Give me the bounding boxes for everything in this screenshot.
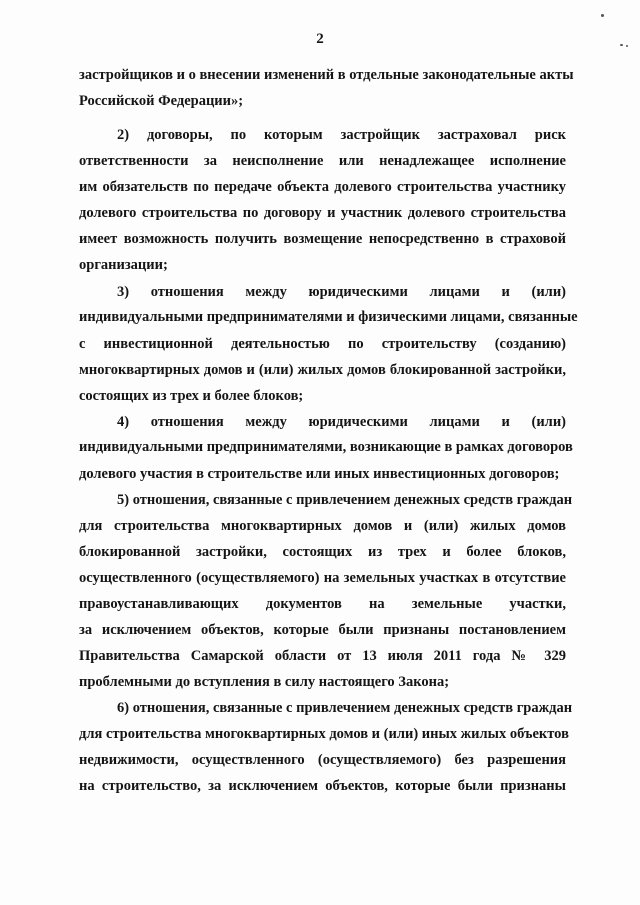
scan-speck bbox=[601, 14, 604, 17]
text-line: индивидуальными предпринимателями, возникающие в рамках договоров bbox=[79, 439, 573, 455]
text-line: им обязательств по передаче объекта долевого строительства участнику bbox=[79, 179, 566, 195]
text-line: Российской Федерации»; bbox=[79, 93, 244, 109]
text-line: с инвестиционной деятельностью по строительству (созданию) bbox=[79, 336, 566, 352]
text-line: 2) договоры, по которым застройщик застраховал риск bbox=[117, 127, 566, 143]
text-line: проблемными до вступления в силу настоящего Закона; bbox=[79, 674, 450, 690]
text-line: за исключением объектов, которые были признаны постановлением bbox=[79, 622, 566, 638]
text-line: 4) отношения между юридическими лицами и (или) bbox=[117, 414, 566, 430]
text-line: на строительство, за исключением объектов, которые были признаны bbox=[79, 778, 566, 794]
text-line: блокированной застройки, состоящих из трех и более блоков, bbox=[79, 544, 566, 560]
text-line: ответственности за неисполнение или ненадлежащее исполнение bbox=[79, 153, 566, 169]
text-line: долевого участия в строительстве или иных инвестиционных договоров; bbox=[79, 466, 560, 482]
text-line: имеет возможность получить возмещение непосредственно в страховой bbox=[79, 231, 566, 247]
text-line: осуществленного (осуществляемого) на земельных участках в отсутствие bbox=[79, 570, 566, 586]
text-line: многоквартирных домов и (или) жилых домов блокированной застройки, bbox=[79, 362, 566, 378]
text-line: недвижимости, осуществленного (осуществляемого) без разрешения bbox=[79, 752, 566, 768]
text-line: для строительства многоквартирных домов и (или) иных жилых объектов bbox=[79, 726, 569, 742]
text-line: Правительства Самарской области от 13 июля 2011 года № 329 bbox=[79, 648, 566, 664]
text-line: правоустанавливающих документов на земельные участки, bbox=[79, 596, 566, 612]
text-line: для строительства многоквартирных домов и (или) жилых домов bbox=[79, 518, 566, 534]
text-line: 6) отношения, связанные с привлечением денежных средств граждан bbox=[117, 700, 573, 716]
page-number: 2 bbox=[316, 31, 324, 47]
text-line: 5) отношения, связанные с привлечением денежных средств граждан bbox=[117, 492, 573, 508]
text-line: индивидуальными предпринимателями и физическими лицами, связанные bbox=[79, 309, 578, 325]
text-line: 3) отношения между юридическими лицами и (или) bbox=[117, 284, 566, 300]
text-line: застройщиков и о внесении изменений в отдельные законодательные акты bbox=[79, 67, 574, 83]
text-line: состоящих из трех и более блоков; bbox=[79, 388, 304, 404]
text-line: долевого строительства по договору и участник долевого строительства bbox=[79, 205, 566, 221]
text-line: организации; bbox=[79, 257, 168, 273]
